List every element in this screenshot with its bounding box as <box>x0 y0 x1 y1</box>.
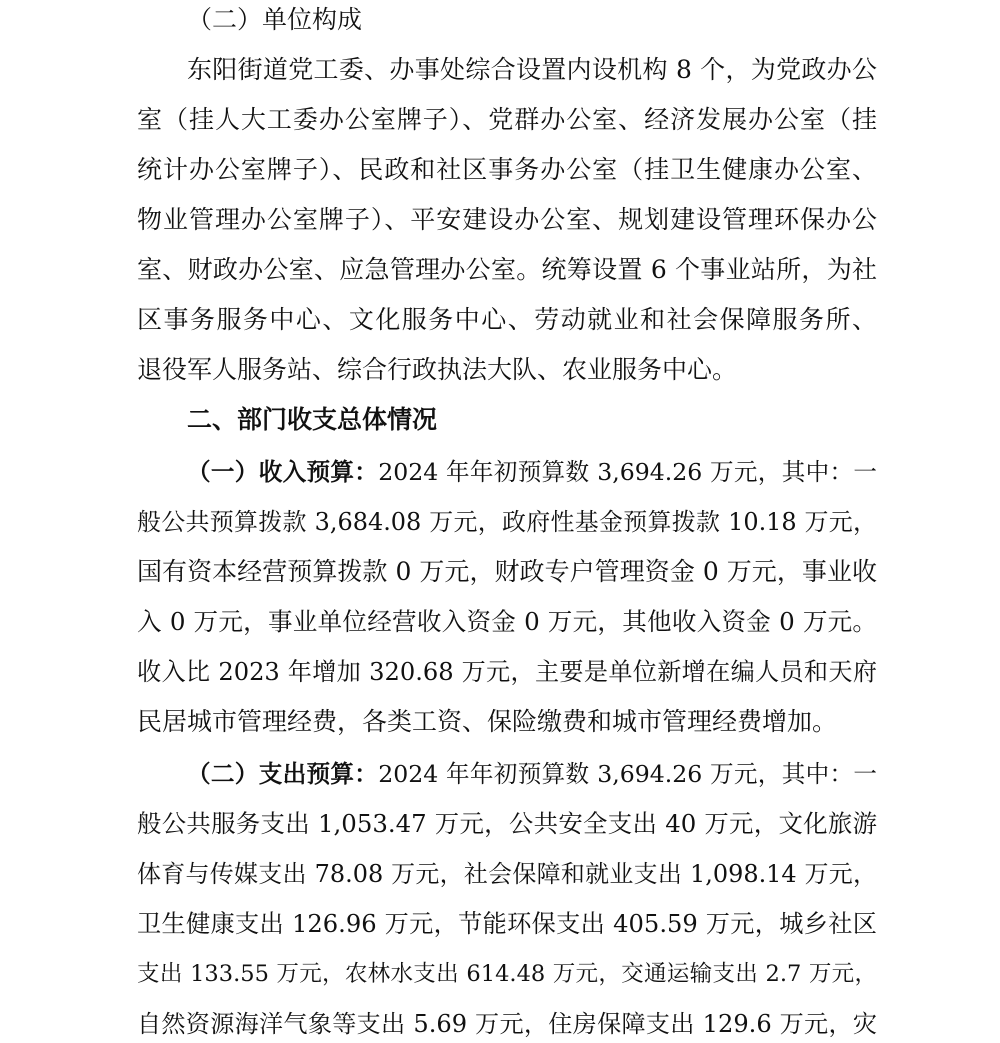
paragraph-line: 区事务服务中心、文化服务中心、劳动就业和社会保障服务所、 <box>137 305 877 334</box>
paragraph-line: 支出 133.55 万元，农林水支出 614.48 万元，交通运输支出 2.7 万元， <box>137 961 877 987</box>
paragraph-line: 室（挂人大工委办公室牌子）、党群办公室、经济发展办公室（挂 <box>137 105 877 134</box>
expenditure-budget-label: （二）支出预算： <box>187 760 379 788</box>
paragraph-line: 退役军人服务站、综合行政执法大队、农业服务中心。 <box>137 355 738 384</box>
expenditure-budget-text: 2024 年年初预算数 3,694.26 万元，其中：一 <box>378 760 877 788</box>
paragraph-line: 体育与传媒支出 78.08 万元，社会保障和就业支出 1,098.14 万元， <box>137 860 877 888</box>
paragraph-line: 东阳街道党工委、办事处综合设置内设机构 8 个，为党政办公 <box>187 55 877 84</box>
paragraph-line: 民居城市管理经费，各类工资、保险缴费和城市管理经费增加。 <box>137 707 838 736</box>
paragraph-line: 入 0 万元，事业单位经营收入资金 0 万元，其他收入资金 0 万元。 <box>137 607 877 636</box>
income-budget-label: （一）收入预算： <box>187 458 379 486</box>
paragraph-line-expenditure <box>187 757 877 791</box>
paragraph-line: 室、财政办公室、应急管理办公室。统筹设置 6 个事业站所，为社 <box>137 255 877 284</box>
paragraph-line-income <box>187 455 877 489</box>
paragraph-line: 统计办公室牌子）、民政和社区事务办公室（挂卫生健康办公室、 <box>137 155 877 184</box>
paragraph-line: 国有资本经营预算拨款 0 万元，财政专户管理资金 0 万元，事业收 <box>137 557 877 586</box>
paragraph-line: 般公共服务支出 1,053.47 万元，公共安全支出 40 万元，文化旅游 <box>137 809 877 838</box>
paragraph-line: 自然资源海洋气象等支出 5.69 万元，住房保障支出 129.6 万元，灾 <box>137 1010 877 1038</box>
paragraph-line: 卫生健康支出 126.96 万元，节能环保支出 405.59 万元，城乡社区 <box>137 910 877 938</box>
paragraph-line: 收入比 2023 年增加 320.68 万元，主要是单位新增在编人员和天府 <box>137 658 877 686</box>
paragraph-line: 物业管理办公室牌子）、平安建设办公室、规划建设管理环保办公 <box>137 205 877 234</box>
section-heading-budget-overview: 二、部门收支总体情况 <box>187 405 438 434</box>
paragraph-line: 般公共预算拨款 3,684.08 万元，政府性基金预算拨款 10.18 万元， <box>137 508 877 536</box>
income-budget-text: 2024 年年初预算数 3,694.26 万元，其中：一 <box>378 458 877 486</box>
subsection-heading-unit-composition: （二）单位构成 <box>187 5 363 34</box>
